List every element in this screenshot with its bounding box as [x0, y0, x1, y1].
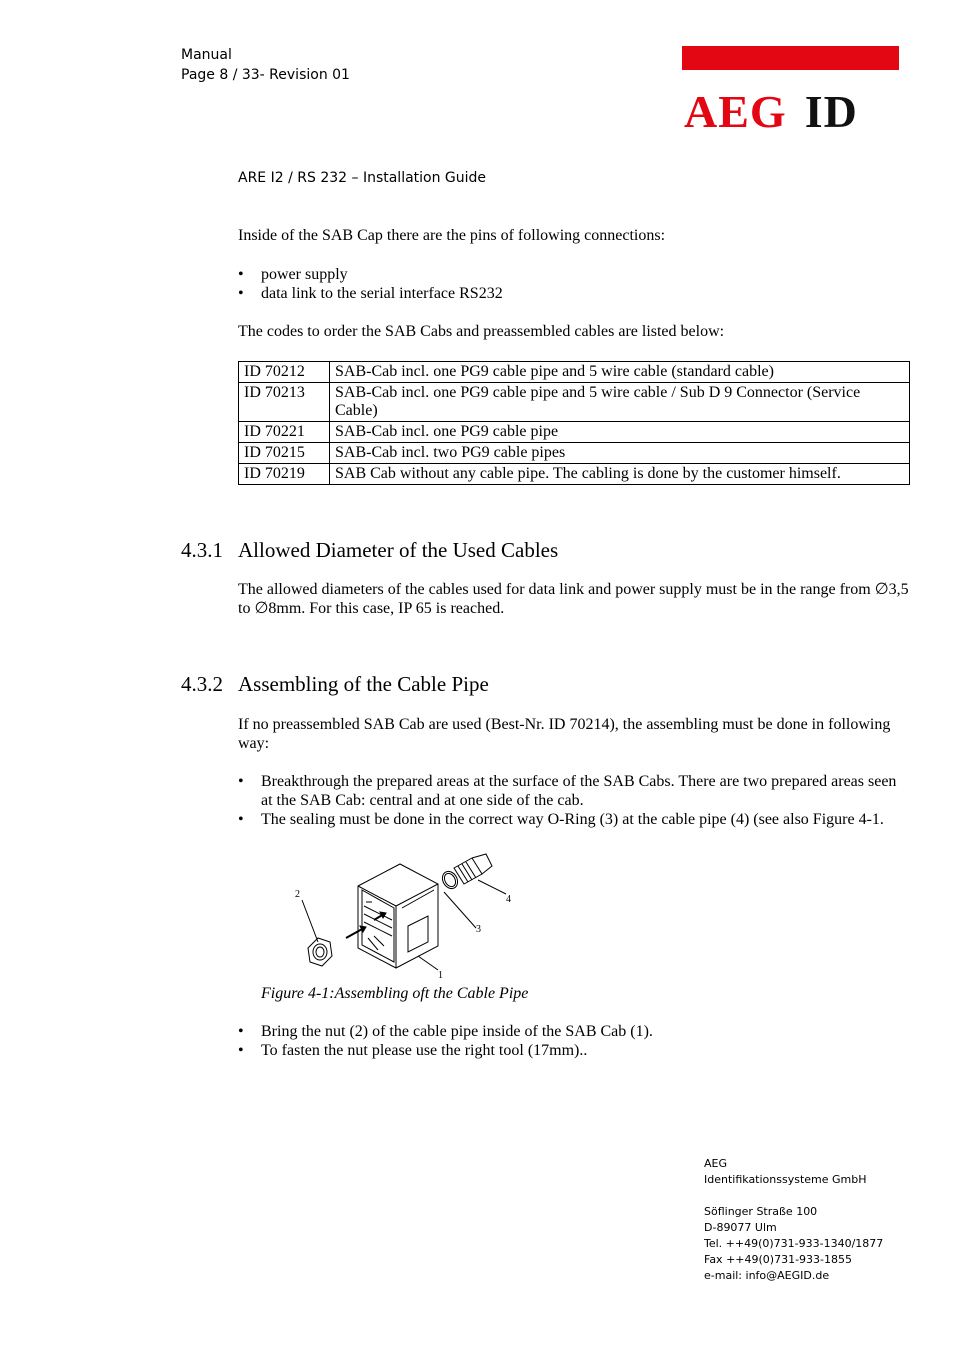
table-cell-description: SAB Cab without any cable pipe. The cabling is done by the customer himself. — [330, 464, 910, 485]
table-row — [239, 443, 910, 464]
table-cell-code: ID 70221 — [239, 422, 330, 443]
table-cell-code: ID 70219 — [239, 464, 330, 485]
document-type: Manual — [181, 47, 232, 63]
footer-address — [704, 1156, 944, 1284]
footer-street: Söflinger Straße 100 — [704, 1205, 818, 1218]
list-item: • Bring the nut (2) of the cable pipe inside of the SAB Cab (1). — [238, 1022, 910, 1041]
logo-aeg-text: AEG — [684, 86, 787, 137]
table-cell-code: ID 70212 — [239, 362, 330, 383]
section-heading-4-3-2 — [181, 672, 489, 696]
figure-caption: Figure 4-1:Assembling oft the Cable Pipe — [261, 985, 529, 1002]
list-item: • The sealing must be done in the correct way O-Ring (3) at the cable pipe (4) (see also Figure 4-1. — [238, 810, 910, 829]
section-number: 4.3.1 — [181, 538, 223, 562]
intro-paragraph: Inside of the SAB Cap there are the pins of following connections: — [238, 227, 666, 244]
table-row — [239, 464, 910, 485]
logo-id-text: ID — [804, 86, 858, 137]
section-heading-4-3-1 — [181, 538, 558, 562]
logo-red-bar — [682, 46, 899, 70]
document-subtitle: ARE I2 / RS 232 – Installation Guide — [238, 170, 487, 186]
footer-spacer — [704, 1188, 944, 1204]
nut-steps-list — [238, 1022, 910, 1060]
cable-diameter-paragraph: The allowed diameters of the cables used for data link and power supply must be in the range from ∅3,5 to ∅8mm. For this case, IP 65 is reached. — [238, 581, 909, 617]
figure-label-4: 4 — [506, 894, 511, 905]
table-row — [239, 383, 910, 422]
page-info: Page 8 / 33- Revision 01 — [181, 67, 350, 83]
table-row — [239, 362, 910, 383]
table-cell-description: SAB-Cab incl. two PG9 cable pipes — [330, 443, 910, 464]
table-cell-description: SAB-Cab incl. one PG9 cable pipe and 5 wire cable (standard cable) — [330, 362, 910, 383]
table-cell-description: SAB-Cab incl. one PG9 cable pipe — [330, 422, 910, 443]
list-item: • Breakthrough the prepared areas at the surface of the SAB Cabs. There are two prepared areas seen at the SAB Cab: central and at one side of the cab. — [238, 772, 910, 810]
cable-pipe-assembly-figure — [288, 850, 528, 985]
table-cell-description: SAB-Cab incl. one PG9 cable pipe and 5 wire cable / Sub D 9 Connector (Service Cable) — [330, 383, 910, 422]
table-row — [239, 422, 910, 443]
table-cell-code: ID 70215 — [239, 443, 330, 464]
list-item: • To fasten the nut please use the right tool (17mm).. — [238, 1041, 910, 1060]
footer-tel: Tel. ++49(0)731-933-1340/1877 — [704, 1237, 884, 1250]
footer-city: D-89077 Ulm — [704, 1221, 777, 1234]
section-title: Allowed Diameter of the Used Cables — [238, 538, 559, 562]
figure-label-3: 3 — [476, 924, 481, 935]
footer-email: e-mail: info@AEGID.de — [704, 1269, 830, 1282]
order-codes-paragraph: The codes to order the SAB Cabs and preassembled cables are listed below: — [238, 323, 725, 340]
section-number: 4.3.2 — [181, 672, 223, 696]
list-item: • data link to the serial interface RS232 — [238, 284, 910, 303]
connections-list — [238, 265, 910, 303]
section-title: Assembling of the Cable Pipe — [238, 672, 489, 696]
footer-company-line2: Identifikationssysteme GmbH — [704, 1173, 867, 1186]
table-cell-code: ID 70213 — [239, 383, 330, 422]
aeg-id-logo — [684, 88, 858, 136]
list-item: • power supply — [238, 265, 910, 284]
figure-label-1: 1 — [438, 970, 443, 981]
footer-fax: Fax ++49(0)731-933-1855 — [704, 1253, 853, 1266]
figure-label-2: 2 — [295, 889, 300, 900]
footer-company-line1: AEG — [704, 1157, 727, 1170]
assembling-paragraph: If no preassembled SAB Cab are used (Best-Nr. ID 70214), the assembling must be done in following way: — [238, 716, 891, 752]
assembling-steps-list — [238, 772, 910, 829]
order-codes-table — [238, 361, 910, 485]
